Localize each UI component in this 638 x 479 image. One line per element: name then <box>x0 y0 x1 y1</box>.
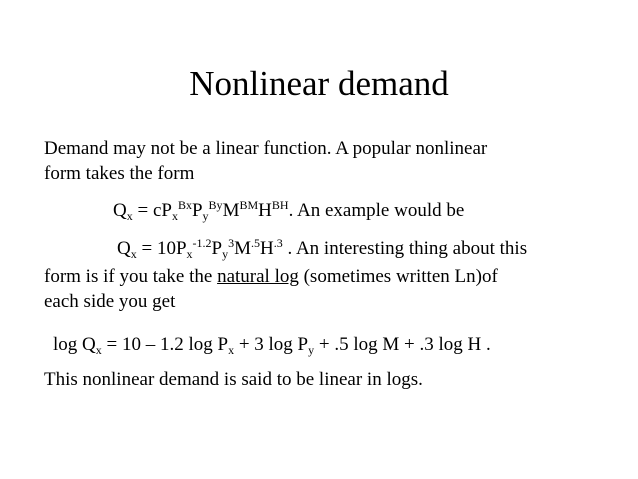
formula-tail: . An example would be <box>288 200 465 221</box>
natural-log-link[interactable]: natural log <box>217 266 299 287</box>
log-px: = 10 – 1.2 log P <box>101 334 229 355</box>
formula-py-subscript: y <box>202 209 209 223</box>
example-p: P <box>211 238 223 259</box>
log-q: log Q <box>53 334 96 355</box>
example-py-subscript: y <box>222 247 229 261</box>
explanation-line-2: each side you get <box>44 291 176 312</box>
conclusion-text: This nonlinear demand is said to be linear in logs. <box>44 369 423 390</box>
example-q: Q <box>117 238 131 259</box>
example-h-exponent: .3 <box>273 236 283 250</box>
explanation-pre: form is if you take the <box>44 266 218 287</box>
formula-p: P <box>191 200 203 221</box>
example-q-subscript: x <box>130 247 137 261</box>
formula-q: Q <box>113 200 127 221</box>
log-q-subscript: x <box>95 343 102 357</box>
slide-title: Nonlinear demand <box>189 64 449 103</box>
log-formula <box>53 333 491 357</box>
formula-eq: = cP <box>132 200 172 221</box>
example-m-exponent: .5 <box>251 236 261 250</box>
intro-line-2: form takes the form <box>44 163 195 184</box>
formula-py-exponent: By <box>208 198 223 212</box>
log-py: + 3 log P <box>234 334 309 355</box>
example-px-exponent: -1.2 <box>192 236 212 250</box>
example-m: M <box>234 238 252 259</box>
general-formula <box>113 199 464 223</box>
log-rest: + .5 log M + .3 log H . <box>314 334 491 355</box>
explanation-line-1 <box>44 265 498 289</box>
example-px-subscript: x <box>186 247 193 261</box>
example-formula <box>117 237 527 261</box>
formula-px-subscript: x <box>171 209 178 223</box>
formula-h-exponent: BH <box>271 198 289 212</box>
formula-q-subscript: x <box>126 209 133 223</box>
formula-h: H <box>258 200 272 221</box>
formula-m: M <box>222 200 240 221</box>
explanation-post: (sometimes written Ln)of <box>298 266 498 287</box>
log-py-subscript: y <box>308 343 315 357</box>
example-h: H <box>260 238 274 259</box>
example-py-exponent: 3 <box>228 236 235 250</box>
formula-m-exponent: BM <box>239 198 259 212</box>
example-tail: . An interesting thing about this <box>282 238 528 259</box>
log-px-subscript: x <box>228 343 235 357</box>
example-eq: = 10P <box>136 238 187 259</box>
formula-px-exponent: Bx <box>177 198 192 212</box>
intro-line-1: Demand may not be a linear function. A popular nonlinear <box>44 138 488 159</box>
